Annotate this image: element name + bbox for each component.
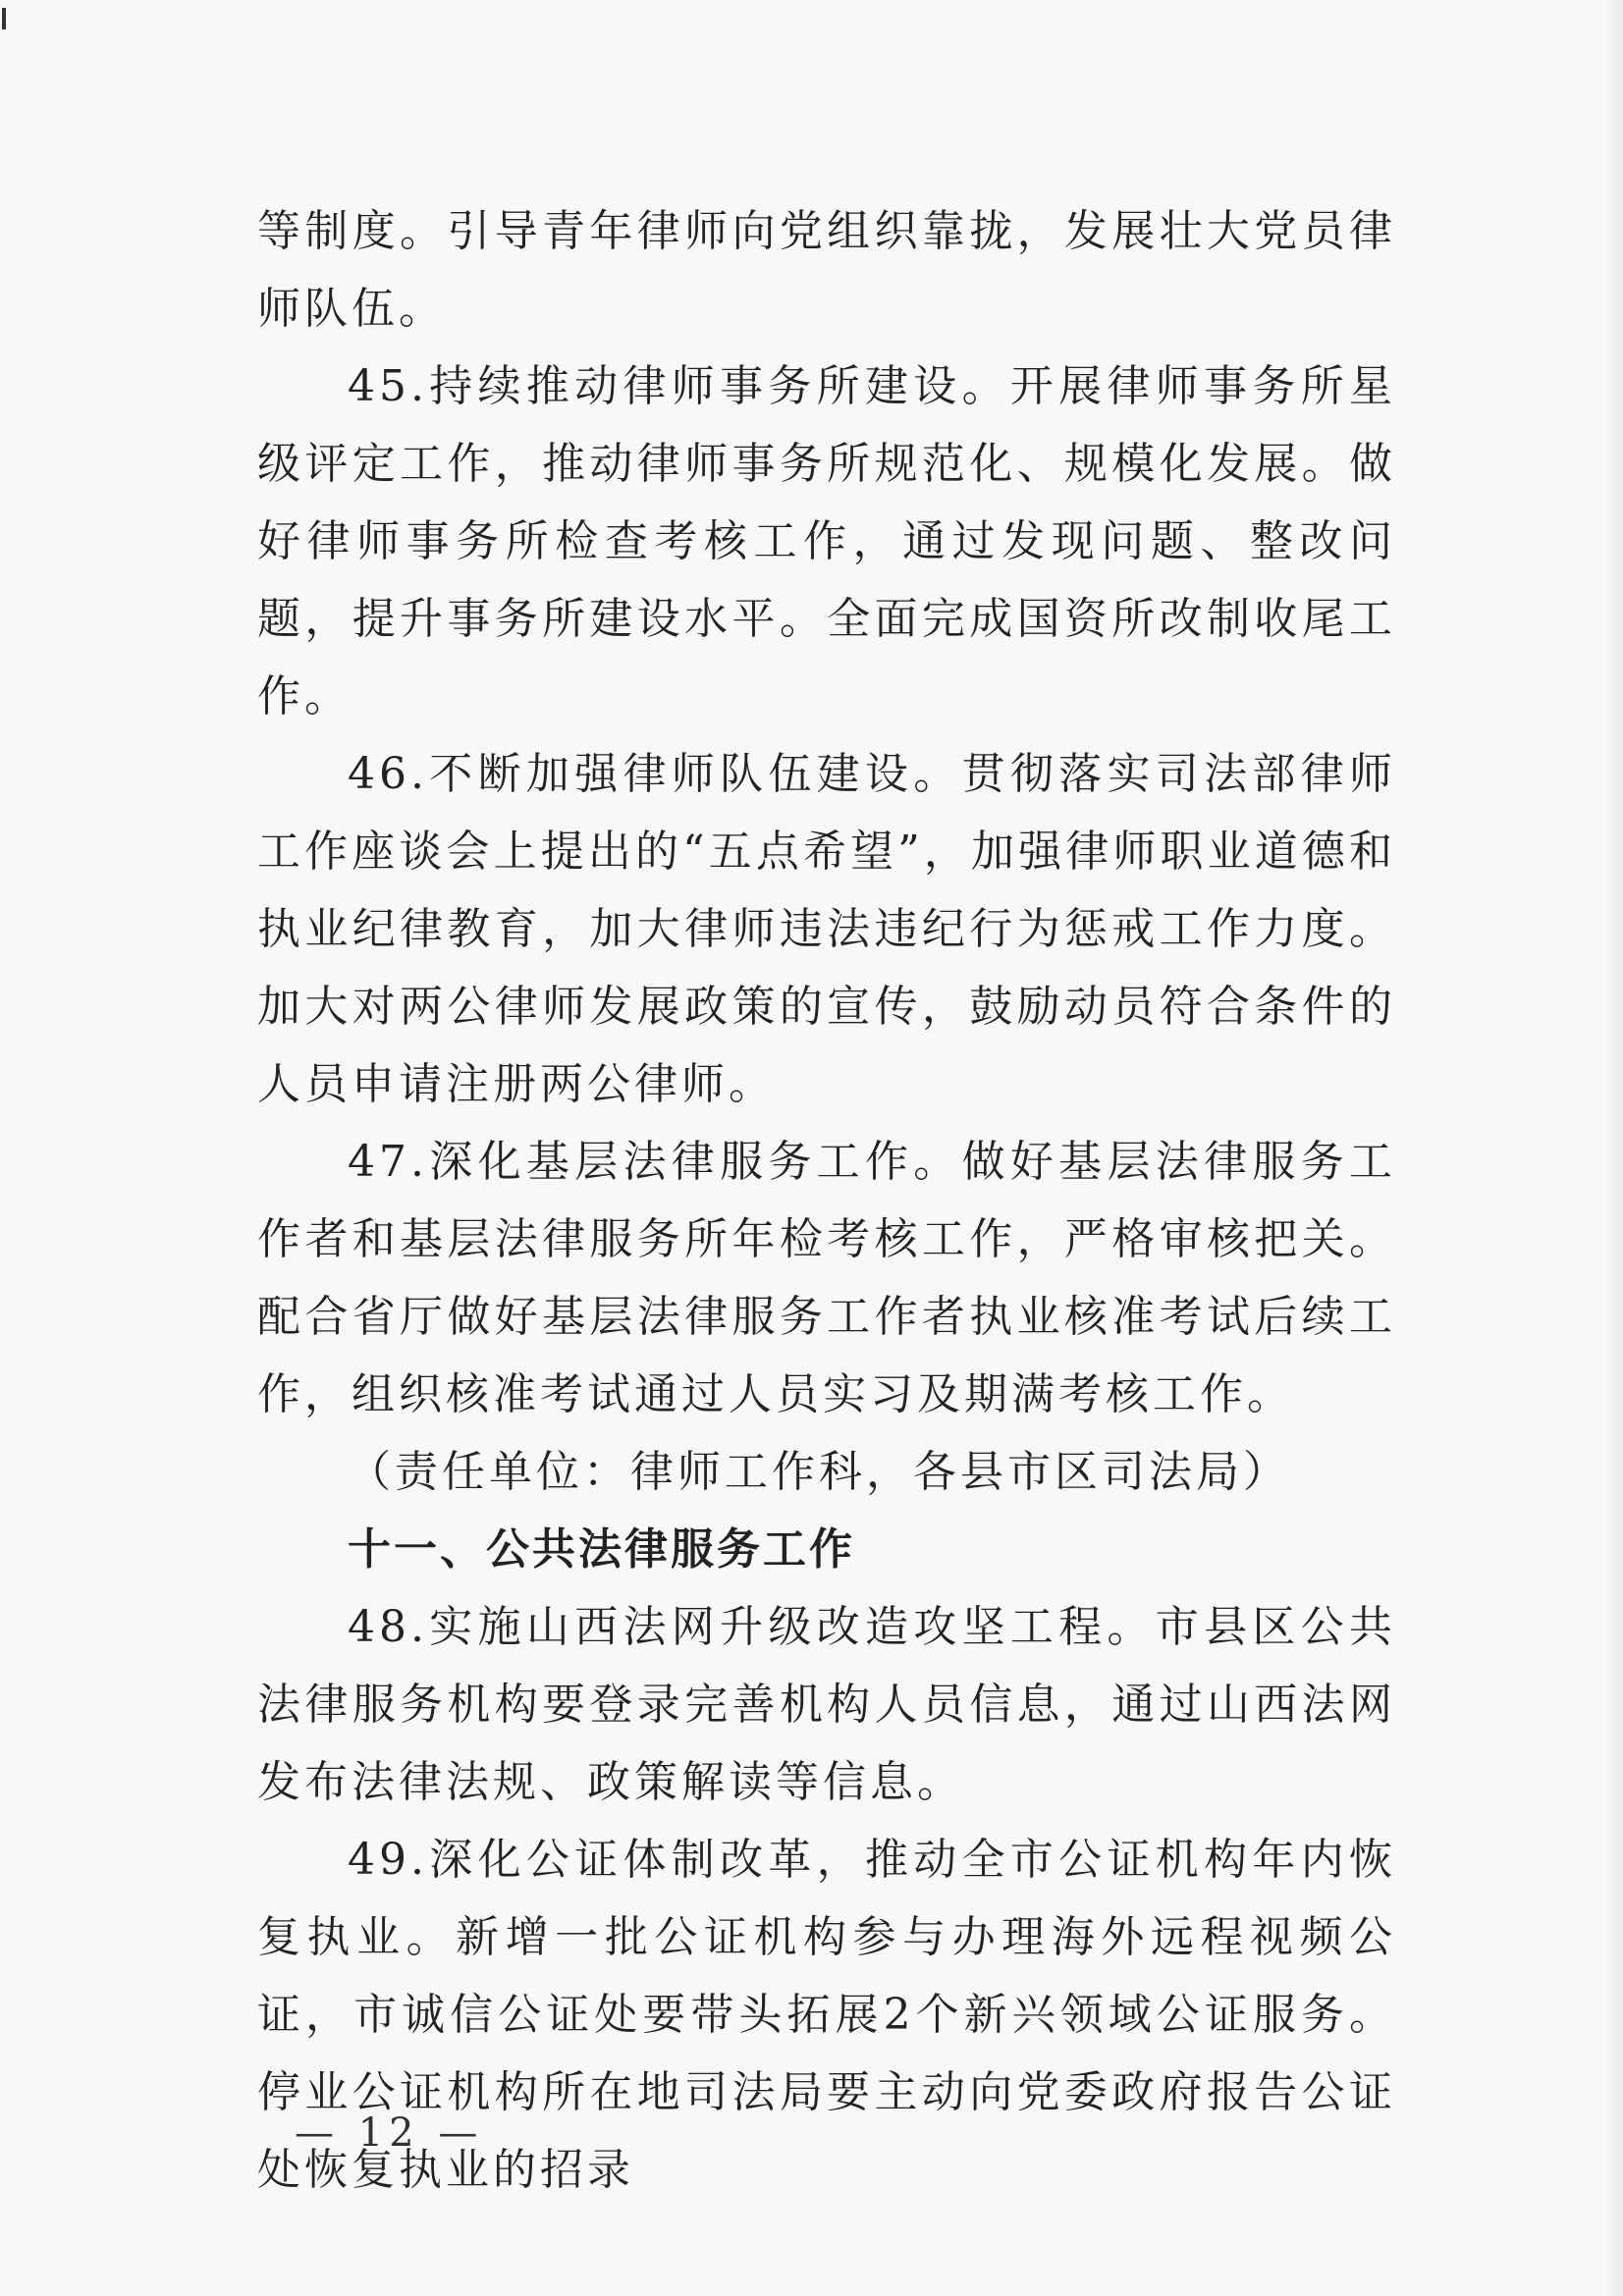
- section-heading: 十一、公共法律服务工作: [348, 1524, 855, 1575]
- responsible-unit-note: （责任单位：律师工作科，各县市区司法局）: [348, 1447, 1290, 1497]
- document-body: [257, 192, 1396, 2209]
- scan-edge-mark: [2, 8, 6, 29]
- paragraph-item-49: 49.深化公证体制改革，推动全市公证机构年内恢复执业。新增一批公证机构参与办理海外远程视频公证，市诚信公证处要带头拓展2个新兴领域公证服务。停业公证机构所在地司法局要主动向党委政府报告公证处恢复执业的招录: [257, 1835, 1396, 2195]
- paragraph-item-47: 47.深化基层法律服务工作。做好基层法律服务工作者和基层法律服务所年检考核工作，严格审核把关。配合省厅做好基层法律服务工作者执业核准考试后续工作，组织核准考试通过人员实习及期满考核工作。: [257, 1137, 1396, 1419]
- page-number: — 12 —: [295, 2110, 484, 2156]
- paragraph-item-48: 48.实施山西法网升级改造攻坚工程。市县区公共法律服务机构要登录完善机构人员信息，通过山西法网发布法律法规、政策解读等信息。: [257, 1602, 1396, 1807]
- paragraph-item-45: 45.持续推动律师事务所建设。开展律师事务所星级评定工作，推动律师事务所规范化、规模化发展。做好律师事务所检查考核工作，通过发现问题、整改问题，提升事务所建设水平。全面完成国资所改制收尾工作。: [257, 361, 1396, 721]
- paragraph-continuation: 等制度。引导青年律师向党组织靠拢，发展壮大党员律师队伍。: [257, 206, 1396, 334]
- paragraph-item-46: 46.不断加强律师队伍建设。贯彻落实司法部律师工作座谈会上提出的“五点希望”，加强律师职业道德和执业纪律教育，加大律师违法违纪行为惩戒工作力度。加大对两公律师发展政策的宣传，鼓励动员符合条件的人员申请注册两公律师。: [257, 749, 1396, 1109]
- scan-shadow: [1605, 0, 1623, 2296]
